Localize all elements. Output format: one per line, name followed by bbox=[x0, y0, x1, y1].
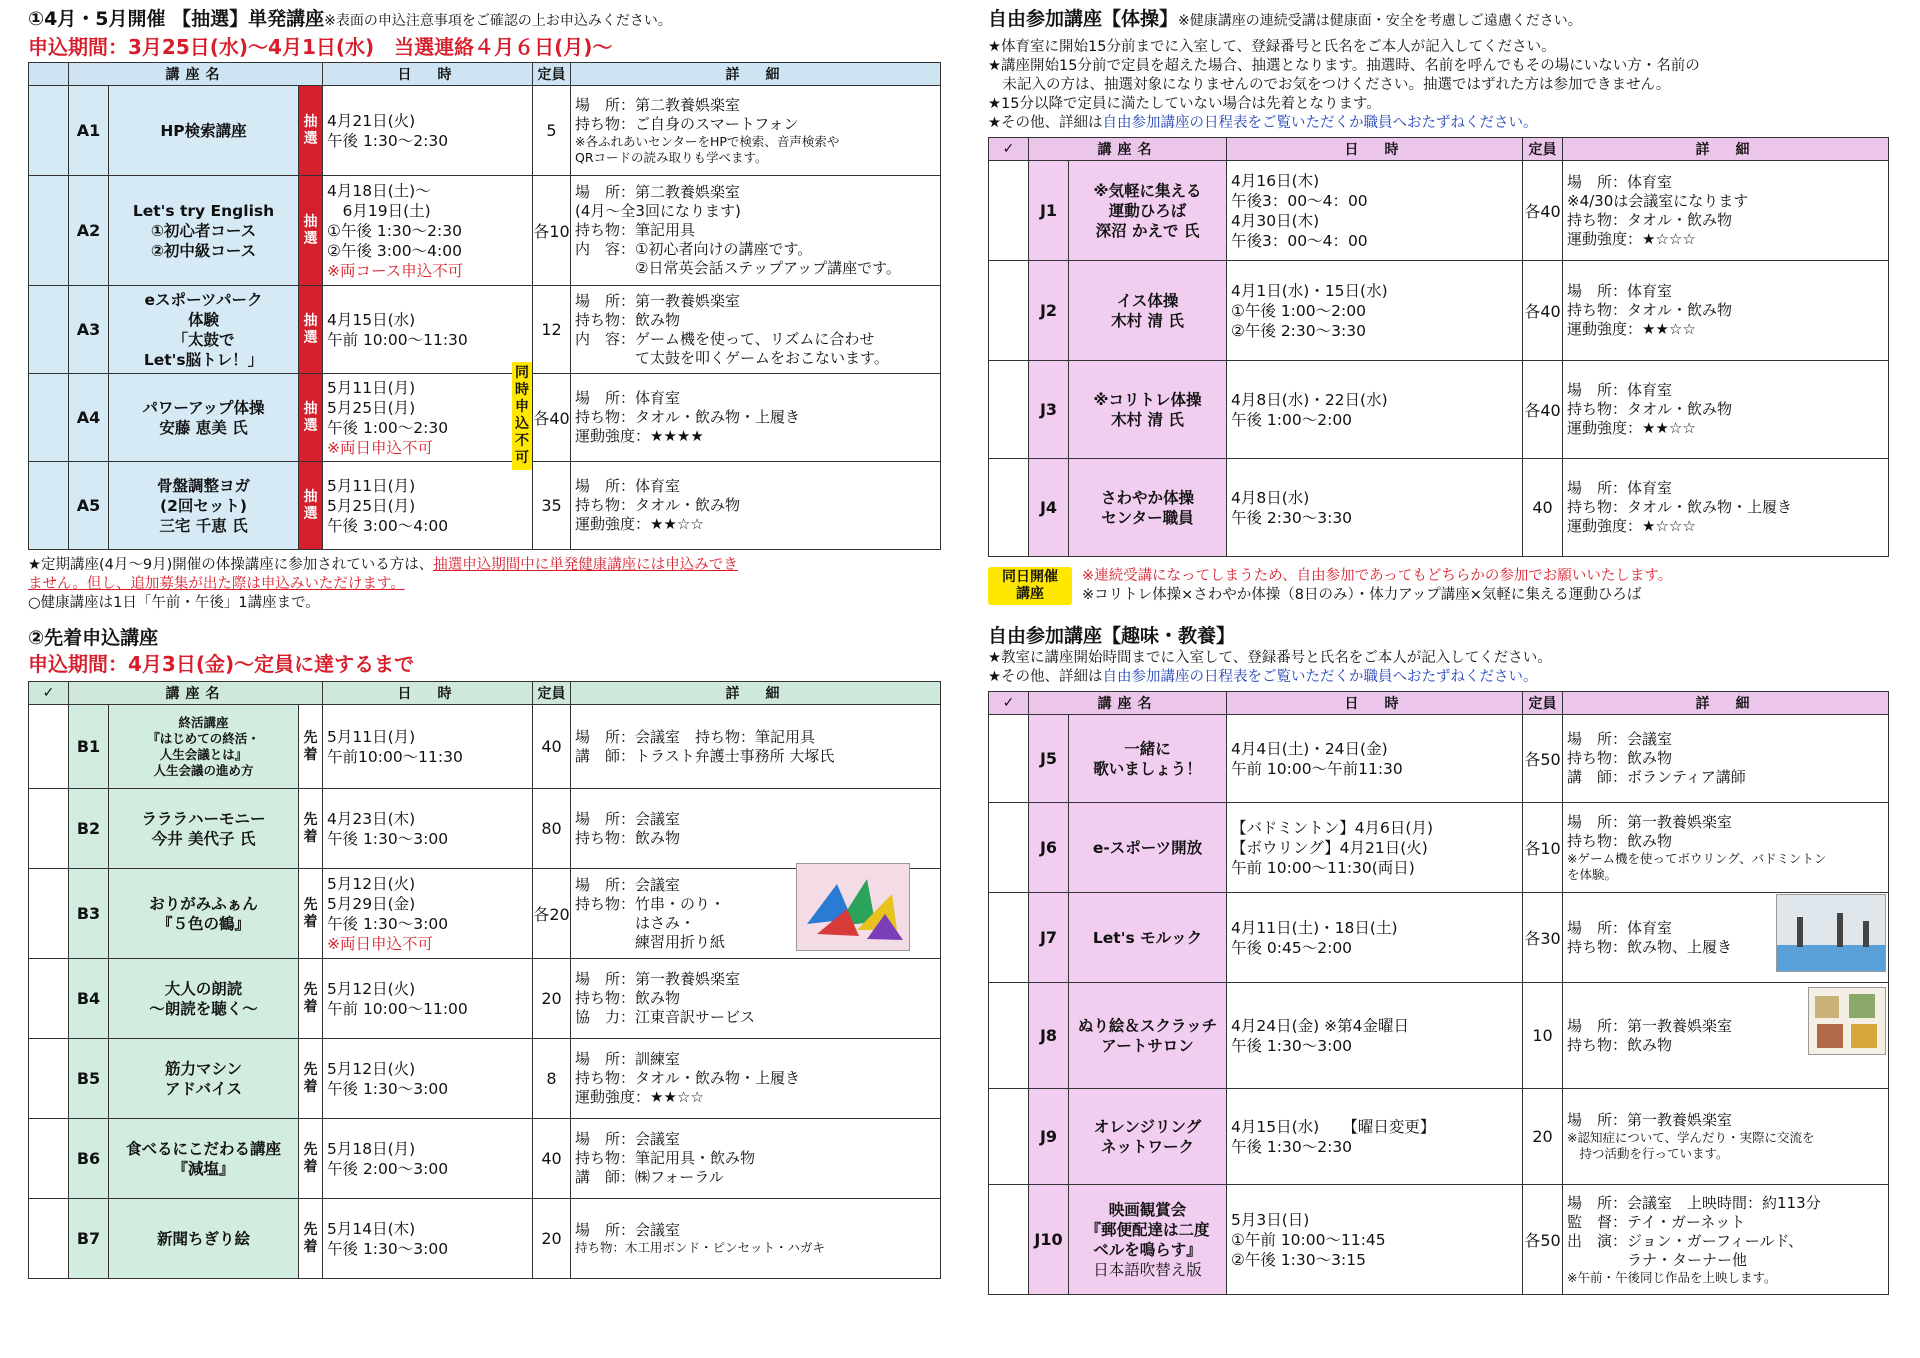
checkbox-cell[interactable] bbox=[29, 86, 69, 176]
course-detail: 場 所：第二教養娯楽室 (4月～全3回になります) 持ち物：筆記用具 内 容：①初心者向けの講座です。 ②日常英会話ステップアップ講座です。 bbox=[571, 176, 941, 286]
course-capacity: 各40 bbox=[1523, 161, 1563, 261]
checkbox-cell[interactable] bbox=[29, 462, 69, 550]
course-id: A4 bbox=[69, 374, 109, 462]
table-b-wrapper bbox=[28, 681, 940, 1279]
table-row bbox=[29, 286, 941, 374]
checkbox-cell[interactable] bbox=[29, 176, 69, 286]
checkbox-cell[interactable] bbox=[989, 459, 1029, 557]
checkbox-cell[interactable] bbox=[29, 789, 69, 869]
coloring-art-photo bbox=[1808, 987, 1886, 1055]
course-id: J4 bbox=[1029, 459, 1069, 557]
course-name: Let's モルック bbox=[1069, 893, 1227, 983]
course-id: J2 bbox=[1029, 261, 1069, 361]
course-id: B6 bbox=[69, 1119, 109, 1199]
course-date: 4月24日(金) ※第4金曜日 午後 1:30～3:00 bbox=[1227, 983, 1523, 1089]
course-capacity: 各40 bbox=[1523, 261, 1563, 361]
checkbox-cell[interactable] bbox=[29, 705, 69, 789]
course-id: J9 bbox=[1029, 1089, 1069, 1185]
right-column bbox=[988, 0, 1888, 1295]
course-name: eスポーツパーク 体験 「太鼓で Let's脳トレ！」 bbox=[109, 286, 299, 374]
checkbox-cell[interactable] bbox=[989, 893, 1029, 983]
first-come-tag: 先 着 bbox=[299, 705, 323, 789]
course-name: おりがみふぁん 『５色の鶴』 bbox=[109, 869, 299, 959]
course-capacity: 各10 bbox=[1523, 803, 1563, 893]
course-date: 4月8日(水)・22日(水) 午後 1:00～2:00 bbox=[1227, 361, 1523, 459]
course-date: 5月12日(火) 午後 1:30～3:00 bbox=[323, 1039, 533, 1119]
course-date: 5月11日(月) 5月25日(月) 午後 3:00～4:00 bbox=[323, 462, 533, 550]
course-name: 終活講座 『はじめての終活・ 人生会議とは』 人生会議の進め方 bbox=[109, 705, 299, 789]
same-apply-badge: 同 時 申 込 不 可 bbox=[512, 362, 532, 470]
table-row bbox=[29, 1199, 941, 1279]
course-capacity: 各30 bbox=[1523, 893, 1563, 983]
course-detail: 場 所：体育室 持ち物：タオル・飲み物 運動強度：★★☆☆ bbox=[571, 462, 941, 550]
course-capacity: 35 bbox=[533, 462, 571, 550]
course-detail: 場 所：体育室 持ち物：タオル・飲み物 運動強度：★★☆☆ bbox=[1563, 361, 1889, 459]
section3-notes: ★体育室に開始15分前までに入室して、登録番号と氏名をご本人が記入してください。 ★講座開始15分前で定員を超えた場合、抽選となります。抽選時、名前を呼んでもその場にいない方・名前の 未記入の方は、抽選対象になりませんのでお気をつけください。抽選ではずれた方は参加できません。 ★15分以降で定員に満たしていない場合は先着となります。 ★その他、詳細は自由参加講座の日程表をご覧いただくか職員へおたずねください。 bbox=[988, 39, 1700, 131]
course-detail: 場 所：第二教養娯楽室 持ち物：ご自身のスマートフォン ※各ふれあいセンターをHPで検索、音声検索や QRコードの読み取りも学べます。 bbox=[571, 86, 941, 176]
course-detail: 場 所：体育室 持ち物：タオル・飲み物・上履き 運動強度：★★★★ bbox=[571, 374, 941, 462]
course-date: 4月23日(木) 午後 1:30～3:00 bbox=[323, 789, 533, 869]
course-id: A5 bbox=[69, 462, 109, 550]
first-come-tag: 先 着 bbox=[299, 789, 323, 869]
course-name: 新聞ちぎり絵 bbox=[109, 1199, 299, 1279]
table-b-header: ✓ 講座名 日 時 定員 詳 細 bbox=[29, 682, 941, 705]
first-come-tag: 先 着 bbox=[299, 959, 323, 1039]
course-date: 5月14日(木) 午後 1:30～3:00 bbox=[323, 1199, 533, 1279]
course-detail: 場 所：会議室 持ち物：筆記用具・飲み物 講 師：㈱フォーラル bbox=[571, 1119, 941, 1199]
course-detail: 場 所：第一教養娯楽室 持ち物：飲み物 bbox=[1563, 983, 1889, 1089]
course-detail: 場 所：会議室 持ち物：木工用ボンド・ピンセット・ハガキ bbox=[571, 1199, 941, 1279]
course-date: 4月15日(水) 【曜日変更】 午後 1:30～2:30 bbox=[1227, 1089, 1523, 1185]
course-date: 5月12日(火) 午前 10:00～11:00 bbox=[323, 959, 533, 1039]
course-capacity: 40 bbox=[533, 705, 571, 789]
course-capacity: 各20 bbox=[533, 869, 571, 959]
table-row bbox=[989, 459, 1889, 557]
table-row bbox=[989, 1185, 1889, 1295]
course-id: B7 bbox=[69, 1199, 109, 1279]
lottery-tag: 抽 選 bbox=[299, 176, 323, 286]
course-detail: 場 所：体育室 持ち物：タオル・飲み物 運動強度：★★☆☆ bbox=[1563, 261, 1889, 361]
course-date: 5月11日(月) 5月25日(月) 午後 1:00～2:30 ※両日申込不可 bbox=[323, 374, 533, 462]
course-name: さわやか体操 センター職員 bbox=[1069, 459, 1227, 557]
same-day-badge: 同日開催講座 bbox=[988, 567, 1072, 605]
course-name: パワーアップ体操 安藤 恵美 氏 bbox=[109, 374, 299, 462]
table-row bbox=[29, 86, 941, 176]
checkbox-cell[interactable] bbox=[989, 803, 1029, 893]
table-j-hobby: ✓ 講座名 日 時 定員 詳 細 J5 一緒に 歌いましょう！ 4月4日(土)・24日(金) 午前 10:00～午前11:30 各50 場 所：会議室 持ち物：飲み物 講 師：ボランティア講師 J6 e-スポーツ開放 【バドミントン】4月6日(月) 【ボウリング】4月21日(火) 午前 10:00～11:30(両日) 各10 場 所：第一教養娯楽室 持ち物：飲み物 ※ゲーム機を使ってボウリング、バドミントン を体験。 J7 Let's モルック 4月11日(土)・18日(土) 午後 0:45～2:00 各30 場 所：体育室 持ち物：飲み物、上履き J8 ぬり絵＆スクラッチ アートサロン 4月24日(金) ※第4金曜日 午後 1:30～3:00 10 場 所：第一教養娯楽室 持ち物：飲み物 J9 オレンジリング ネットワーク 4月15日(水) 【曜日変更】 午後 1:30～2:30 20 場 所：第一教養娯楽室 ※認知症について、学んだり・実際に交流を 持つ活動を行っています。 J10 映画観賞会 『郵便配達は二度 ベルを鳴らす』 日本語吹替え版 5月3日(日) ①午前 10:00～11:45 ②午後 1:30～3:15 各50 場 所：会議室 上映時間：約113分 監 督：テイ・ガーネット 出 演：ジョン・ガーフィールド、 ラナ・ターナー他 ※午前・午後同じ作品を上映します。 bbox=[988, 691, 1889, 1295]
section3-title: 自由参加講座【体操】※健康講座の連続受講は健康面・安全を考慮しご遠慮ください。 bbox=[988, 8, 1582, 30]
checkbox-cell[interactable] bbox=[29, 1199, 69, 1279]
section2-period: 申込期間：4月3日(金)～定員に達するまで bbox=[28, 652, 415, 676]
table-row bbox=[29, 789, 941, 869]
course-capacity: 各40 bbox=[533, 374, 571, 462]
course-detail: 場 所：第一教養娯楽室 持ち物：飲み物 ※ゲーム機を使ってボウリング、バドミントン を体験。 bbox=[1563, 803, 1889, 893]
course-date: 4月21日(火) 午後 1:30～2:30 bbox=[323, 86, 533, 176]
course-date: 4月8日(水) 午後 2:30～3:30 bbox=[1227, 459, 1523, 557]
course-name: 食べるにこだわる講座 『減塩』 bbox=[109, 1119, 299, 1199]
checkbox-cell[interactable] bbox=[989, 161, 1029, 261]
section1-title bbox=[28, 6, 940, 34]
course-name: イス体操 木村 清 氏 bbox=[1069, 261, 1227, 361]
table-row bbox=[989, 893, 1889, 983]
course-capacity: 40 bbox=[533, 1119, 571, 1199]
table-row bbox=[29, 959, 941, 1039]
course-date: 5月18日(月) 午後 2:00～3:00 bbox=[323, 1119, 533, 1199]
checkbox-cell[interactable] bbox=[29, 869, 69, 959]
course-capacity: 5 bbox=[533, 86, 571, 176]
checkbox-cell[interactable] bbox=[989, 361, 1029, 459]
course-name: 映画観賞会 『郵便配達は二度 ベルを鳴らす』 日本語吹替え版 bbox=[1069, 1185, 1227, 1295]
course-id: J6 bbox=[1029, 803, 1069, 893]
course-detail: 場 所：会議室 持ち物：飲み物 bbox=[571, 789, 941, 869]
first-come-tag: 先 着 bbox=[299, 1119, 323, 1199]
course-name: e-スポーツ開放 bbox=[1069, 803, 1227, 893]
course-date: 4月15日(水) 午前 10:00～11:30 bbox=[323, 286, 533, 374]
first-come-tag: 先 着 bbox=[299, 1199, 323, 1279]
course-detail: 場 所：第一教養娯楽室 持ち物：飲み物 協 力：江東音訳サービス bbox=[571, 959, 941, 1039]
course-id: J1 bbox=[1029, 161, 1069, 261]
course-id: J7 bbox=[1029, 893, 1069, 983]
lottery-tag: 抽 選 bbox=[299, 462, 323, 550]
left-column bbox=[28, 0, 940, 1279]
course-id: B5 bbox=[69, 1039, 109, 1119]
same-day-notice: 同日開催講座 ※連続受講になってしまうため、自由参加であってもどちらかの参加でお願いいたします。 ※コリトレ体操×さわやか体操（8日のみ）・体力アップ講座×気軽に集える運動ひろば bbox=[988, 567, 1888, 605]
table-row bbox=[989, 803, 1889, 893]
course-detail: 場 所：会議室 持ち物：筆記用具 講 師：トラスト弁護士事務所 大塚氏 bbox=[571, 705, 941, 789]
section1-note: ※表面の申込注意事項をご確認の上お申込みください。 bbox=[324, 13, 672, 29]
course-id: J5 bbox=[1029, 715, 1069, 803]
course-date: 5月12日(火) 5月29日(金) 午後 1:30～3:00 ※両日申込不可 bbox=[323, 869, 533, 959]
course-capacity: 20 bbox=[1523, 1089, 1563, 1185]
section1-heading: ①4月・5月開催 【抽選】単発講座 bbox=[28, 8, 325, 30]
header-date: 日 時 bbox=[323, 63, 533, 86]
course-capacity: 各50 bbox=[1523, 1185, 1563, 1295]
table-a-header bbox=[29, 63, 941, 86]
course-name: HP検索講座 bbox=[109, 86, 299, 176]
table-row bbox=[989, 361, 1889, 459]
course-capacity: 12 bbox=[533, 286, 571, 374]
table-row bbox=[29, 705, 941, 789]
course-date: 5月3日(日) ①午前 10:00～11:45 ②午後 1:30～3:15 bbox=[1227, 1185, 1523, 1295]
course-detail: 場 所：体育室 持ち物：タオル・飲み物・上履き 運動強度：★☆☆☆ bbox=[1563, 459, 1889, 557]
table-row bbox=[989, 983, 1889, 1089]
course-capacity: 各10 bbox=[533, 176, 571, 286]
checkbox-cell[interactable] bbox=[989, 1089, 1029, 1185]
header-detail: 詳 細 bbox=[571, 63, 941, 86]
course-detail: 場 所：第一教養娯楽室 持ち物：飲み物 内 容：ゲーム機を使って、リズムに合わせ て太鼓を叩くゲームをおこないます。 bbox=[571, 286, 941, 374]
table-row bbox=[989, 161, 1889, 261]
checkbox-cell[interactable] bbox=[29, 286, 69, 374]
lottery-tag: 抽 選 bbox=[299, 86, 323, 176]
table-row bbox=[989, 1089, 1889, 1185]
checkbox-cell[interactable] bbox=[989, 261, 1029, 361]
course-date: 4月1日(水)・15日(水) ①午後 1:00～2:00 ②午後 2:30～3:30 bbox=[1227, 261, 1523, 361]
course-id: B2 bbox=[69, 789, 109, 869]
checkbox-cell[interactable] bbox=[29, 1119, 69, 1199]
course-date: 【バドミントン】4月6日(月) 【ボウリング】4月21日(火) 午前 10:00～11:30(両日) bbox=[1227, 803, 1523, 893]
molkky-photo bbox=[1776, 894, 1886, 972]
section4-notes: ★教室に講座開始時間までに入室して、登録番号と氏名をご本人が記入してください。 ★その他、詳細は自由参加講座の日程表をご覧いただくか職員へおたずねください。 bbox=[988, 650, 1552, 685]
course-id: J8 bbox=[1029, 983, 1069, 1089]
course-name: オレンジリング ネットワーク bbox=[1069, 1089, 1227, 1185]
course-name: 骨盤調整ヨガ (2回セット) 三宅 千恵 氏 bbox=[109, 462, 299, 550]
header-name: 講座名 bbox=[69, 63, 323, 86]
course-date: 4月11日(土)・18日(土) 午後 0:45～2:00 bbox=[1227, 893, 1523, 983]
course-capacity: 40 bbox=[1523, 459, 1563, 557]
course-detail: 場 所：会議室 持ち物：竹串・のり・ はさみ・ 練習用折り紙 bbox=[571, 869, 941, 959]
checkbox-cell[interactable] bbox=[989, 1185, 1029, 1295]
table-row bbox=[29, 1119, 941, 1199]
section2-title: ②先着申込講座 bbox=[28, 627, 159, 649]
first-come-tag: 先 着 bbox=[299, 1039, 323, 1119]
table-b bbox=[28, 681, 941, 1279]
course-name: 一緒に 歌いましょう！ bbox=[1069, 715, 1227, 803]
first-come-tag: 先 着 bbox=[299, 869, 323, 959]
course-name: Let's try English ①初心者コース ②初中級コース bbox=[109, 176, 299, 286]
course-capacity: 80 bbox=[533, 789, 571, 869]
table-row bbox=[29, 1039, 941, 1119]
course-capacity: 10 bbox=[1523, 983, 1563, 1089]
header-capacity: 定員 bbox=[533, 63, 571, 86]
course-id: B1 bbox=[69, 705, 109, 789]
course-capacity: 8 bbox=[533, 1039, 571, 1119]
course-detail: 場 所：体育室 持ち物：飲み物、上履き bbox=[1563, 893, 1889, 983]
course-name: 大人の朗読 ～朗読を聴く～ bbox=[109, 959, 299, 1039]
course-detail: 場 所：会議室 上映時間：約113分 監 督：テイ・ガーネット 出 演：ジョン・ガーフィールド、 ラナ・ターナー他 ※午前・午後同じ作品を上映します。 bbox=[1563, 1185, 1889, 1295]
table-row bbox=[29, 176, 941, 286]
course-capacity: 20 bbox=[533, 959, 571, 1039]
lottery-tag: 抽 選 bbox=[299, 286, 323, 374]
table-row bbox=[29, 462, 941, 550]
table-row bbox=[989, 261, 1889, 361]
course-id: J10 bbox=[1029, 1185, 1069, 1295]
table-a bbox=[28, 62, 941, 550]
course-id: B4 bbox=[69, 959, 109, 1039]
section4-title: 自由参加講座【趣味・教養】 bbox=[988, 625, 1236, 647]
table-j-hobby-wrapper bbox=[988, 691, 1888, 1295]
course-detail: 場 所：会議室 持ち物：飲み物 講 師：ボランティア講師 bbox=[1563, 715, 1889, 803]
table-row bbox=[989, 715, 1889, 803]
table-j-taiso: ✓ 講座名 日 時 定員 詳 細 J1 ※気軽に集える 運動ひろば 深沼 かえで 氏 4月16日(木) 午後3：00～4：00 4月30日(木) 午後3：00～4：00 各40 場 所：体育室 ※4/30は会議室になります 持ち物：タオル・飲み物 運動強度：★☆☆☆ J2 イス体操 木村 清 氏 4月1日(水)・15日(水) ①午後 1:00～2:00 ②午後 2:30～3:30 各40 場 所：体育室 持ち物：タオル・飲み物 運動強度：★★☆☆ J3 ※コリトレ体操 木村 清 氏 4月8日(水)・22日(水) 午後 1:00～2:00 各40 場 所：体育室 持ち物：タオル・飲み物 運動強度：★★☆☆ J4 さわやか体操 センター職員 4月8日(水) 午後 2:30～3:30 40 場 所：体育室 持ち物：タオル・飲み物・上履き 運動強度：★☆☆☆ bbox=[988, 137, 1889, 557]
table-a-wrapper bbox=[28, 62, 940, 550]
checkbox-cell[interactable] bbox=[29, 374, 69, 462]
course-date: 4月18日(土)～ 6月19日(土) ①午後 1:30～2:30 ②午後 3:00～4:00 ※両コース申込不可 bbox=[323, 176, 533, 286]
section1-footnotes: ★定期講座(4月～9月)開催の体操講座に参加されている方は、抽選申込期間中に単発健康講座には申込みでき ません。但し、追加募集が出た際は申込みいただけます。 ○健康講座は1日「午前・午後」1講座まで。 bbox=[28, 557, 738, 611]
course-capacity: 各50 bbox=[1523, 715, 1563, 803]
course-detail: 場 所：体育室 ※4/30は会議室になります 持ち物：タオル・飲み物 運動強度：★☆☆☆ bbox=[1563, 161, 1889, 261]
course-id: J3 bbox=[1029, 361, 1069, 459]
checkbox-cell[interactable] bbox=[29, 1039, 69, 1119]
course-date: 4月4日(土)・24日(金) 午前 10:00～午前11:30 bbox=[1227, 715, 1523, 803]
lottery-tag: 抽 選 bbox=[299, 374, 323, 462]
course-capacity: 各40 bbox=[1523, 361, 1563, 459]
course-id: B3 bbox=[69, 869, 109, 959]
course-name: ラララハーモニー 今井 美代子 氏 bbox=[109, 789, 299, 869]
course-name: ※コリトレ体操 木村 清 氏 bbox=[1069, 361, 1227, 459]
course-id: A1 bbox=[69, 86, 109, 176]
course-name: 筋力マシン アドバイス bbox=[109, 1039, 299, 1119]
course-name: ※気軽に集える 運動ひろば 深沼 かえで 氏 bbox=[1069, 161, 1227, 261]
checkbox-cell[interactable] bbox=[989, 715, 1029, 803]
section1-period: 申込期間：3月25日(水)～4月1日(水) 当選連絡４月６日(月)～ bbox=[28, 35, 613, 59]
course-name: ぬり絵＆スクラッチ アートサロン bbox=[1069, 983, 1227, 1089]
course-capacity: 20 bbox=[533, 1199, 571, 1279]
course-id: A3 bbox=[69, 286, 109, 374]
origami-crane-photo bbox=[796, 863, 910, 951]
course-detail: 場 所：訓練室 持ち物：タオル・飲み物・上履き 運動強度：★★☆☆ bbox=[571, 1039, 941, 1119]
checkbox-cell[interactable] bbox=[29, 959, 69, 1039]
course-id: A2 bbox=[69, 176, 109, 286]
checkbox-cell[interactable] bbox=[989, 983, 1029, 1089]
table-row bbox=[29, 374, 941, 462]
course-date: 4月16日(木) 午後3：00～4：00 4月30日(木) 午後3：00～4：00 bbox=[1227, 161, 1523, 261]
course-date: 5月11日(月) 午前10:00～11:30 bbox=[323, 705, 533, 789]
course-detail: 場 所：第一教養娯楽室 ※認知症について、学んだり・実際に交流を 持つ活動を行っています。 bbox=[1563, 1089, 1889, 1185]
